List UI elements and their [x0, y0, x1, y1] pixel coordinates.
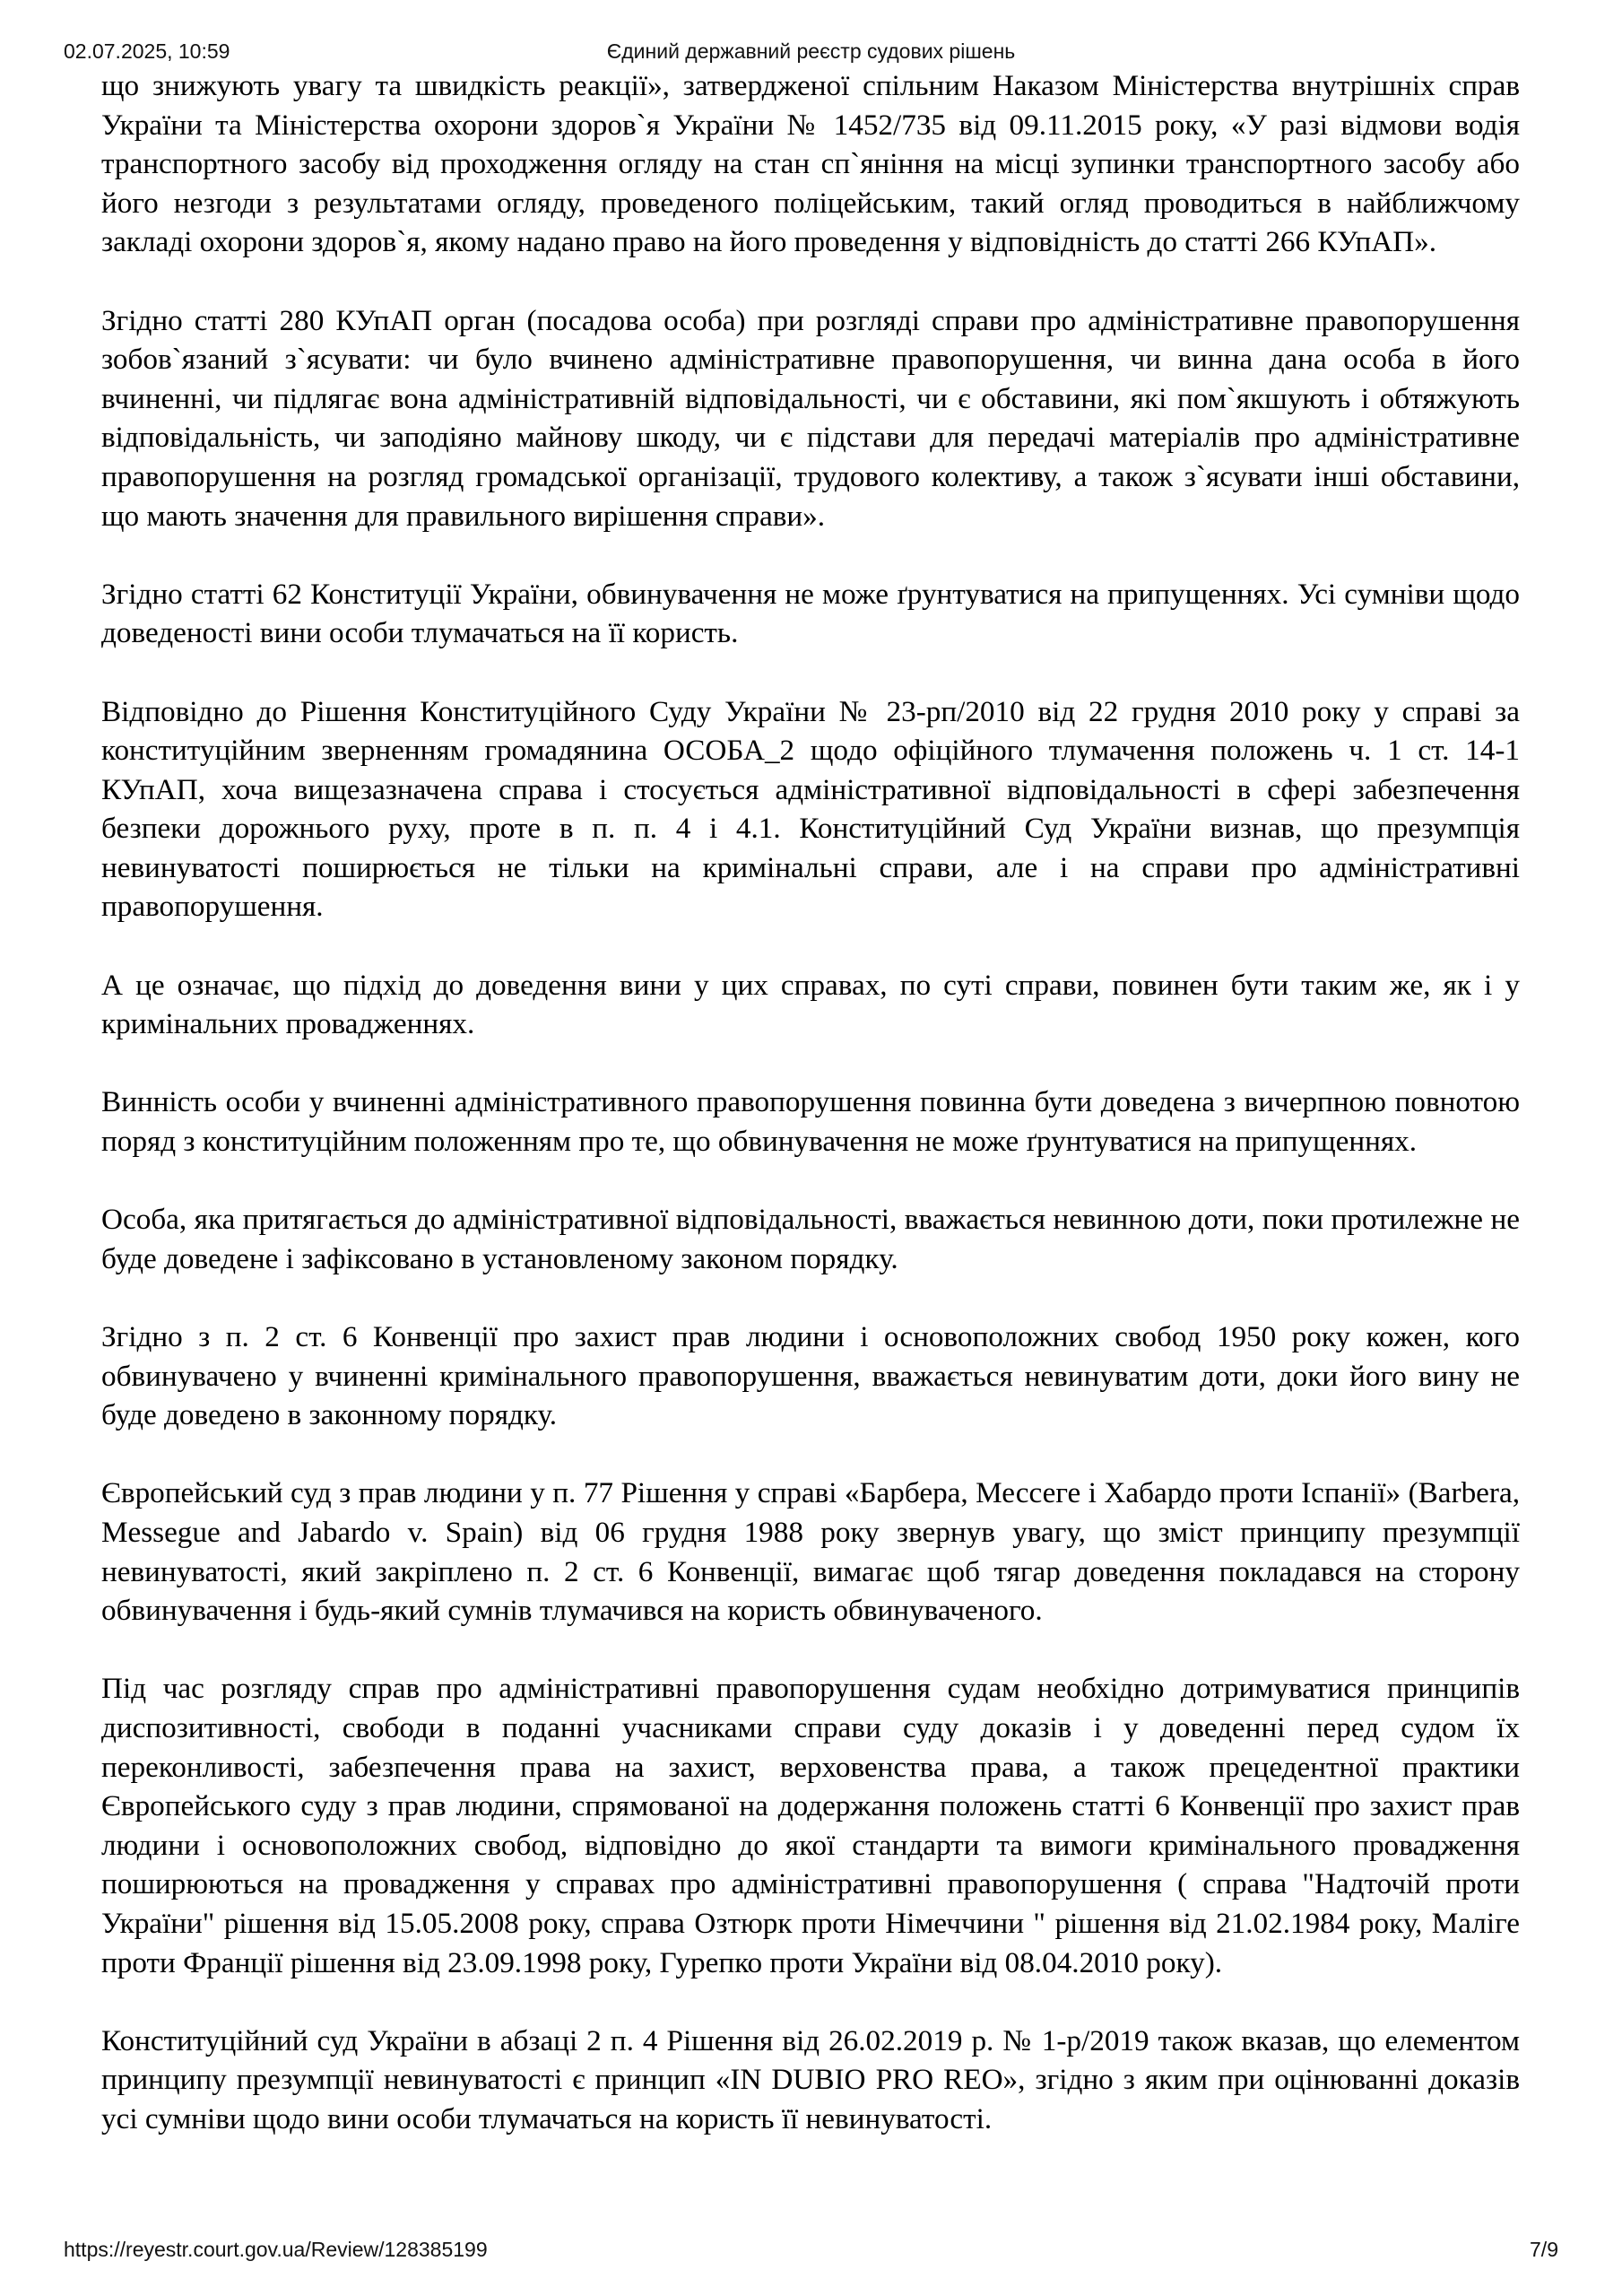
- registry-title: Єдиний державний реєстр судових рішень: [606, 39, 1016, 63]
- print-datetime: 02.07.2025, 10:59: [64, 39, 230, 63]
- paragraph-constitutional-court-2010: Відповідно до Рішення Конституційного Суду України № 23-рп/2010 від 22 грудня 2010 року у справі за конституційним зверненням громадянина ОСОБА_2 щодо офіційного тлумачення положень ч. 1 ст. 14-1 КУпАП, хоча вищезазначена справа і стосується адміністративної відповідальності в сфері забезпечення безпеки дорожнього руху, проте в п. п. 4 і 4.1. Конституційний Суд України визнав, що презумпція невинуватості поширюється не тільки на кримінальні справи, але і на справи про адміністративні правопорушення.: [101, 694, 1520, 924]
- page-number: 7/9: [1530, 2238, 1558, 2261]
- paragraph-article-280: Згідно статті 280 КУпАП орган (посадова особа) при розгляді справи про адміністративне правопорушення зобов`язаний з`ясувати: чи було вчинено адміністративне правопорушення, чи винна дана особа в його вчиненні, чи підлягає вона адміністративній відповідальності, чи є обставини, які пом`якшують і обтяжують відповідальність, чи заподіяно майнову шкоду, чи є підстави для передачі матеріалів про адміністративне правопорушення на розгляд громадської організації, трудового колективу, а також з`ясувати інші обставини, що мають значення для правильного вирішення справи».: [101, 303, 1520, 533]
- paragraph-approach: А це означає, що підхід до доведення вини у цих справах, по суті справи, повинен бути таким же, як і у кримінальних провадженнях.: [101, 968, 1520, 1041]
- paragraph-courts-principles: Під час розгляду справ про адміністративні правопорушення судам необхідно дотримуватися принципів диспозитивності, свободи в поданні учасниками справи суду доказів і у доведенні перед судом їх переконливості, забезпечення права на захист, верховенства права, а також прецедентної практики Європейського суду з прав людини, спрямованої на додержання положень статті 6 Конвенції про захист прав людини і основоположних свобод, відповідно до якої стандарти та вимоги кримінального провадження поширюються на провадження у справах про адміністративні правопорушення ( справа "Надточій проти України" рішення від 15.05.2008 року, справа Озтюрк проти Німеччини " рішення від 21.02.1984 року, Маліге проти Франції рішення від 23.09.1998 року, Гурепко проти України від 08.04.2010 року).: [101, 1672, 1520, 1979]
- paragraph-convention: Згідно з п. 2 ст. 6 Конвенції про захист прав людини і основоположних свобод 1950 року кожен, кого обвинувачено у вчиненні кримінального правопорушення, вважається невинуватим доти, доки його вину не буде доведено в законному порядку.: [101, 1320, 1520, 1432]
- paragraph-order-quote: що знижують увагу та швидкість реакції», затвердженої спільним Наказом Міністерства внутрішніх справ України та Міністерства охорони здоров`я України № 1452/735 від 09.11.2015 року, «У разі відмови водія транспортного засобу від проходження огляду на стан сп`яніння на місці зупинки транспортного засобу або його незгоди з результатами огляду, проведеного поліцейським, такий огляд проводиться в найближчому закладі охорони здоров`я, якому надано право на його проведення у відповідність до статті 266 КУпАП».: [101, 69, 1520, 259]
- page-url: https://reyestr.court.gov.ua/Review/128385199: [64, 2238, 488, 2261]
- paragraph-guilt-proof: Винність особи у вчиненні адміністративного правопорушення повинна бути доведена з вичерпною повнотою поряд з конституційним положенням про те, що обвинувачення не може ґрунтуватися на припущеннях.: [101, 1085, 1520, 1159]
- paragraph-article-62: Згідно статті 62 Конституції України, обвинувачення не може ґрунтуватися на припущеннях. Усі сумніви щодо доведеності вини особи тлумачаться на її користь.: [101, 577, 1520, 650]
- print-footer: [64, 2238, 1558, 2268]
- print-header: [64, 39, 1558, 70]
- paragraph-presumed-innocent: Особа, яка притягається до адміністративної відповідальності, вважається невинною доти, поки протилежне не буде доведене і зафіксовано в установленому законом порядку.: [101, 1203, 1520, 1275]
- paragraph-echr-barbera: Європейський суд з прав людини у п. 77 Рішення у справі «Барбера, Мессеге і Хабардо проти Іспанії» (Barbera, Messegue and Jabardo v. Spain) від 06 грудня 1988 року звернув увагу, що зміст принципу презумпції невинуватості, який закріплено п. 2 ст. 6 Конвенції, вимагає щоб тягар доведення покладався на сторону обвинувачення і будь-який сумнів тлумачився на користь обвинуваченого.: [101, 1476, 1520, 1628]
- paragraph-in-dubio-pro-reo: Конституційний суд України в абзаці 2 п. 4 Рішення від 26.02.2019 р. № 1-р/2019 також вказав, що елементом принципу презумпції невинуватості є принцип «IN DUBIO PRO REO», згідно з яким при оцінюванні доказів усі сумніви щодо вини особи тлумачаться на користь її невинуватості.: [101, 2023, 1520, 2135]
- document-body: [101, 66, 1520, 2178]
